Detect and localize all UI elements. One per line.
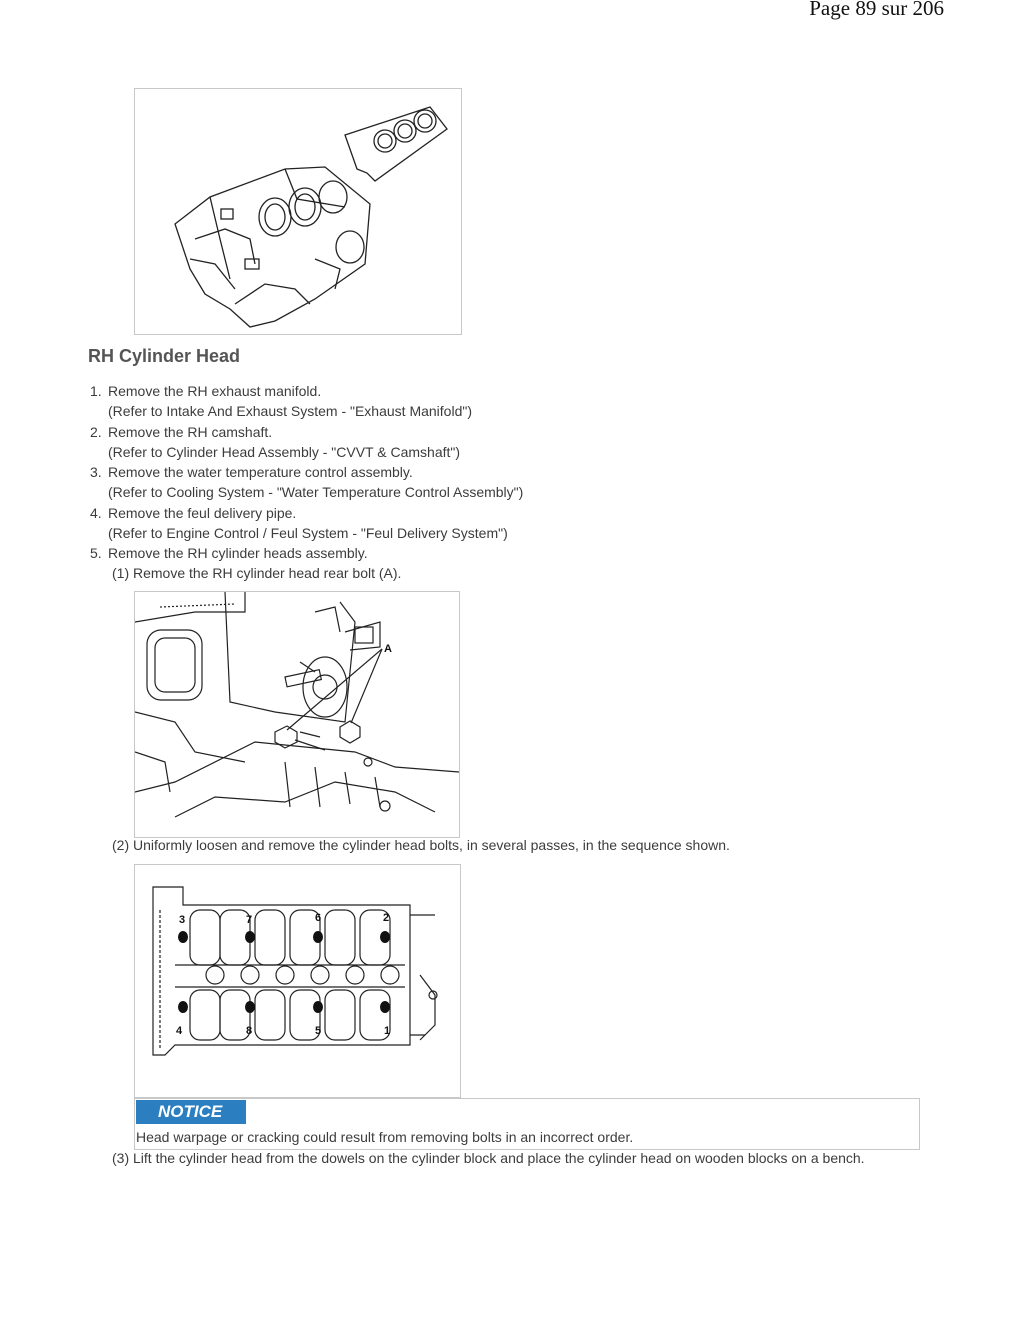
notice-box — [134, 1098, 920, 1150]
step-number: 2. — [90, 423, 102, 440]
bolt-sequence-figure — [134, 864, 461, 1098]
rear-bolt-figure — [134, 591, 460, 838]
bolt-number-8: 8 — [246, 1025, 253, 1037]
step-item — [90, 381, 523, 422]
step-item — [90, 462, 523, 503]
step-number: 5. — [90, 545, 102, 562]
step-number: 4. — [90, 504, 102, 521]
bolt-number-3: 3 — [179, 914, 186, 926]
step-reference: (Refer to Engine Control / Feul System - "Feul Delivery System") — [108, 525, 508, 542]
substep-1: (1) Remove the RH cylinder head rear bolt (A). — [112, 565, 402, 581]
step-reference: (Refer to Cooling System - "Water Temperature Control Assembly") — [108, 484, 524, 501]
bolt-number-2: 2 — [383, 912, 390, 924]
step-item — [90, 422, 523, 463]
step-text: Remove the water temperature control assembly. — [108, 464, 413, 481]
cylinder-block-figure — [134, 88, 462, 335]
step-text: Remove the RH exhaust manifold. — [108, 383, 322, 399]
step-reference: (Refer to Cylinder Head Assembly - "CVVT & Camshaft") — [108, 443, 461, 460]
notice-text: Head warpage or cracking could result from removing bolts in an incorrect order. — [136, 1129, 634, 1145]
bolt-sequence-drawing — [135, 865, 460, 1097]
cylinder-block-drawing — [135, 89, 461, 334]
step-reference: (Refer to Intake And Exhaust System - "Exhaust Manifold") — [108, 403, 472, 420]
step-item — [90, 503, 523, 544]
substep-2: (2) Uniformly loosen and remove the cylinder head bolts, in several passes, in the sequence shown. — [112, 837, 730, 853]
step-item — [90, 543, 523, 563]
procedure-steps — [90, 381, 523, 564]
bolt-number-6: 6 — [315, 912, 322, 924]
notice-badge: NOTICE — [136, 1100, 246, 1124]
step-text: Remove the RH cylinder heads assembly. — [108, 545, 368, 562]
substep-3: (3) Lift the cylinder head from the dowels on the cylinder block and place the cylinder head on wooden blocks on a bench. — [112, 1150, 865, 1166]
bolt-number-5: 5 — [315, 1025, 322, 1037]
bolt-number-7: 7 — [246, 914, 253, 926]
bolt-number-1: 1 — [384, 1025, 391, 1037]
page-number: Page 89 sur 206 — [809, 0, 944, 20]
section-title: RH Cylinder Head — [88, 346, 241, 366]
bolt-number-4: 4 — [176, 1025, 183, 1037]
callout-a-label: A — [384, 643, 392, 655]
step-number: 1. — [90, 383, 102, 399]
step-number: 3. — [90, 464, 102, 481]
step-text: Remove the RH camshaft. — [108, 423, 273, 440]
rear-bolt-drawing — [135, 592, 459, 837]
step-text: Remove the feul delivery pipe. — [108, 504, 297, 521]
